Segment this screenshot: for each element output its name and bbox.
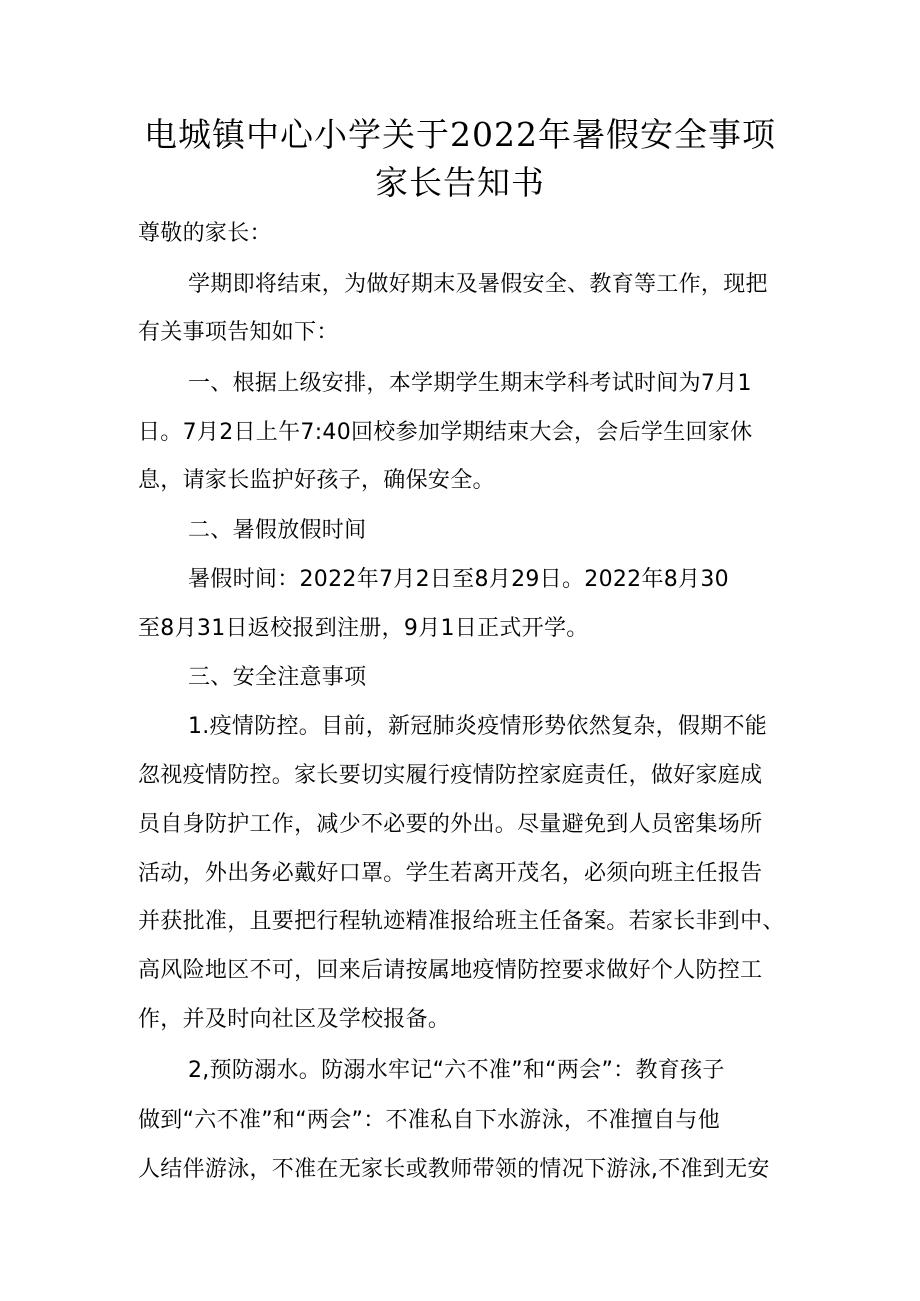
paragraph-line: 息，请家长监护好孩子，确保安全。 — [138, 468, 495, 493]
paragraph-line: 人结伴游泳，不准在无家长或教师带领的情况下游泳,不准到无安 — [138, 1157, 770, 1182]
paragraph-line: 2,预防溺水。防溺水牢记“六不准”和“两会”：教育孩子 — [188, 1058, 725, 1083]
paragraph-line: 高风险地区不可，回来后请按属地疫情防控要求做好个人防控工 — [138, 958, 763, 983]
paragraph-line: 作，并及时向社区及学校报备。 — [138, 1007, 451, 1032]
section-heading: 二、暑假放假时间 — [188, 518, 367, 543]
paragraph-line: 日。7月2日上午7:40回校参加学期结束大会，会后学生回家休 — [138, 420, 753, 445]
section-heading: 三、安全注意事项 — [188, 665, 367, 690]
paragraph-line: 1.疫情防控。目前，新冠肺炎疫情形势依然复杂，假期不能 — [188, 714, 768, 739]
document-title-line-2: 家长告知书 — [375, 163, 545, 202]
paragraph-line: 至8月31日返校报到注册，9月1日正式开学。 — [138, 616, 589, 641]
paragraph-line: 忽视疫情防控。家长要切实履行疫情防控家庭责任，做好家庭成 — [138, 763, 763, 788]
paragraph-line: 学期即将结束，为做好期末及暑假安全、教育等工作，现把 — [188, 272, 768, 297]
paragraph-line: 做到“六不准”和“两会”：不准私自下水游泳，不准擅自与他 — [138, 1108, 720, 1133]
document-title-line-1: 电城镇中心小学关于2022年暑假安全事项 — [144, 115, 776, 154]
paragraph-line: 并获批准，且要把行程轨迹精准报给班主任备案。若家长非到中、 — [138, 909, 785, 934]
paragraph-line: 有关事项告知如下： — [138, 320, 339, 345]
salutation: 尊敬的家长： — [138, 221, 272, 246]
paragraph-line: 活动，外出务必戴好口罩。学生若离开茂名，必须向班主任报告 — [138, 861, 763, 886]
paragraph-line: 一、根据上级安排，本学期学生期末学科考试时间为7月1 — [188, 371, 752, 396]
paragraph-line: 暑假时间：2022年7月2日至8月29日。2022年8月30 — [188, 567, 729, 592]
paragraph-line: 员自身防护工作，减少不必要的外出。尽量避免到人员密集场所 — [138, 812, 763, 837]
